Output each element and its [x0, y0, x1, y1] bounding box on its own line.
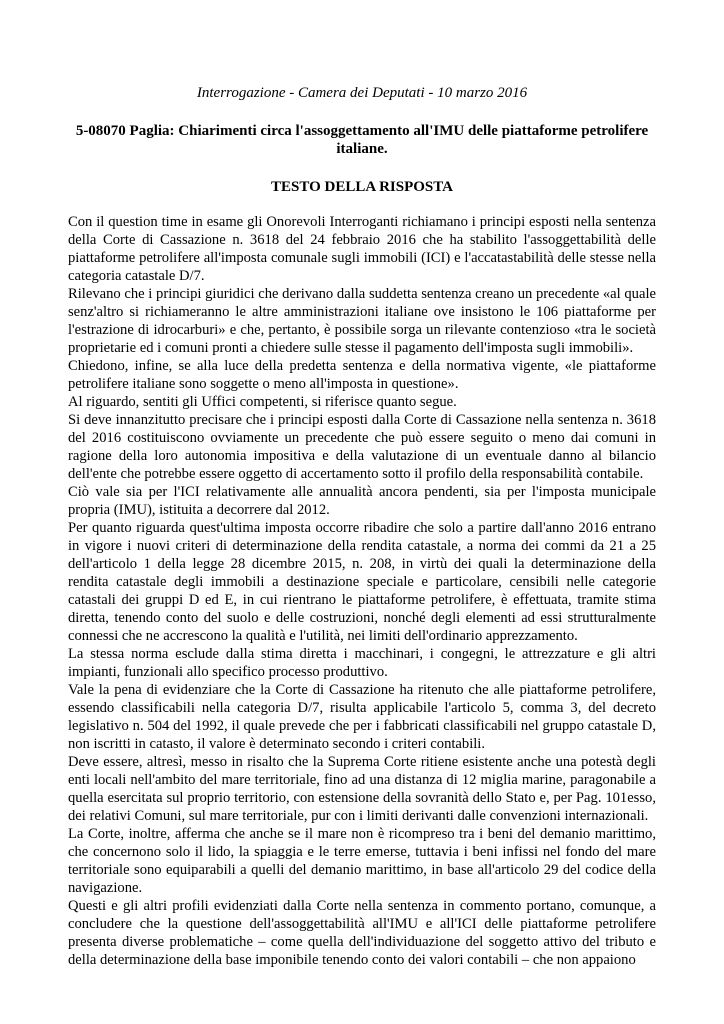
paragraph: Con il question time in esame gli Onorevoli Interroganti richiamano i principi esposti nella sentenza della Corte di Cassazione n. 3618 del 24 febbraio 2016 che ha stabilito l'assoggettabilità delle piattaforme petrolifere all'imposta comunale sugli immobili (ICI) e l'accatastabilità delle stesse nella categoria catastale D/7. [68, 214, 656, 284]
document-heading: 5-08070 Paglia: Chiarimenti circa l'assoggettamento all'IMU delle piattaforme petrolifere italiane. [75, 123, 649, 157]
paragraph: Al riguardo, sentiti gli Uffici competenti, si riferisce quanto segue. [68, 394, 457, 410]
document-page [68, 84, 656, 969]
paragraph: Ciò vale sia per l'ICI relativamente alle annualità ancora pendenti, sia per l'imposta municipale propria (IMU), istituita a decorrere dal 2012. [68, 484, 656, 518]
paragraph: Deve essere, altresì, messo in risalto che la Suprema Corte ritiene esistente anche una potestà degli enti locali nell'ambito del mare territoriale, fino ad una distanza di 12 miglia marine, paragonabile a quella esercitata sul proprio territorio, con estensione della sovranità dello Stato e, per Pag. 101esso, dei relativi Comuni, sul mare territoriale, pur con i limiti derivanti dalle convenzioni internazionali. [68, 754, 656, 824]
paragraph: Rilevano che i principi giuridici che derivano dalla suddetta sentenza creano un precedente «al quale senz'altro si richiameranno le altre amministrazioni italiane ove insistono le 106 piattaforme per l'estrazione di idrocarburi» e che, pertanto, è possibile sorga un rilevante contenzioso «tra le società proprietarie ed i comuni pronti a chiedere sulle stesse il pagamento dell'imposta sugli immobili». [68, 286, 656, 356]
paragraph: Vale la pena di evidenziare che la Corte di Cassazione ha ritenuto che alle piattaforme petrolifere, essendo classificabili nella categoria D/7, risulta applicabile l'articolo 5, comma 3, del decreto legislativo n. 504 del 1992, il quale prevede che per i fabbricati classificabili nel gruppo catastale D, non iscritti in catasto, il valore è determinato secondo i criteri contabili. [68, 682, 656, 752]
paragraph: Questi e gli altri profili evidenziati dalla Corte nella sentenza in commento portano, comunque, a concludere che la questione dell'assoggettabilità all'IMU e all'ICI delle piattaforme petrolifere presenta diverse problematiche – come quella dell'individuazione del soggetto attivo del tributo e della determinazione della base imponibile tenendo conto dei valori contabili – che non appaiono [68, 898, 656, 968]
paragraph: Si deve innanzitutto precisare che i principi esposti dalla Corte di Cassazione nella sentenza n. 3618 del 2016 costituiscono ovviamente un precedente che può essere seguito o meno dai comuni in ragione della loro autonomia impositiva e della valutazione di un eventuale danno al bilancio dell'ente che potrebbe essere oggetto di accertamento sotto il profilo della responsabilità contabile. [68, 412, 656, 482]
response-body [68, 213, 656, 969]
paragraph: Per quanto riguarda quest'ultima imposta occorre ribadire che solo a partire dall'anno 2016 entrano in vigore i nuovi criteri di determinazione della rendita catastale, a norma dei commi da 21 a 25 dell'articolo 1 della legge 28 dicembre 2015, n. 208, in virtù dei quali la determinazione della rendita catastale degli immobili a destinazione speciale e particolare, censibili nelle categorie catastali dei gruppi D ed E, in cui rientrano le piattaforme petrolifere, è effettuata, tramite stima diretta, tenendo conto del suolo e delle costruzioni, nonché degli elementi ad essi strutturalmente connessi che ne accrescono la qualità e l'utilità, nei limiti dell'ordinario apprezzamento. [68, 520, 656, 644]
paragraph: Chiedono, infine, se alla luce della predetta sentenza e della normativa vigente, «le piattaforme petrolifere italiane sono soggette o meno all'imposta in questione». [68, 358, 656, 392]
paragraph: La stessa norma esclude dalla stima diretta i macchinari, i congegni, le attrezzature e gli altri impianti, funzionali allo specifico processo produttivo. [68, 646, 656, 680]
paragraph: La Corte, inoltre, afferma che anche se il mare non è ricompreso tra i beni del demanio marittimo, che concernono solo il lido, la spiaggia e le terre emerse, tuttavia i beni infissi nel fondo del mare territoriale sono equiparabili a quelli del demanio marittimo, in base all'articolo 29 del codice della navigazione. [68, 826, 656, 896]
section-title: TESTO DELLA RISPOSTA [270, 179, 453, 195]
document-subtitle: Interrogazione - Camera dei Deputati - 10 marzo 2016 [196, 85, 528, 101]
